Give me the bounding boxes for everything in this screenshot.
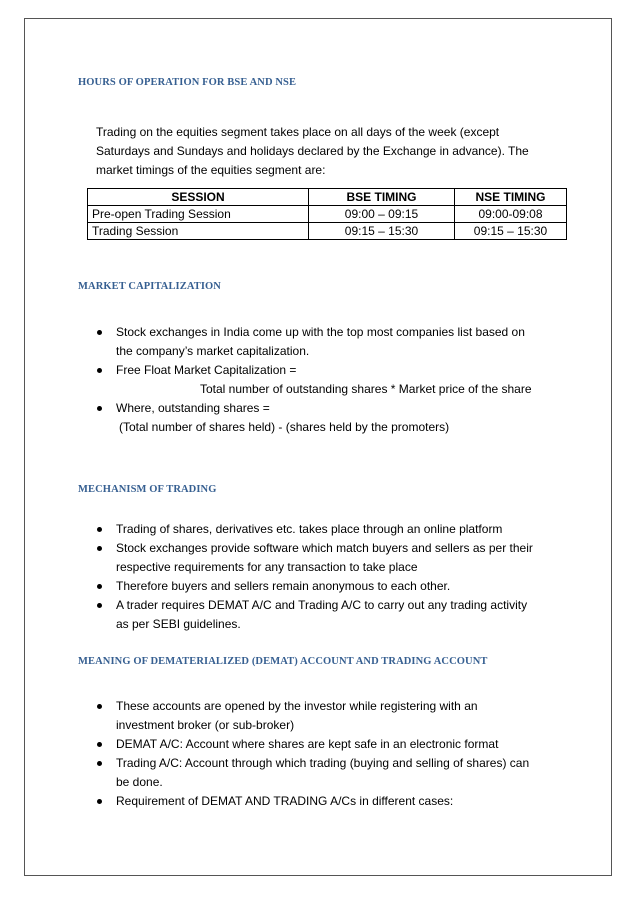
table-row	[88, 223, 567, 240]
table-cell: Trading Session	[88, 223, 309, 240]
list-item	[96, 361, 566, 380]
list-item	[96, 323, 566, 361]
bullet-icon	[97, 527, 102, 532]
outstanding-shares-formula: (Total number of shares held) - (shares held by the promoters)	[119, 420, 450, 434]
bullet-icon	[97, 368, 102, 373]
bullet-icon	[97, 330, 102, 335]
heading-mechanism-of-trading: MECHANISM OF TRADING	[78, 484, 217, 495]
list-item-line: Where, outstanding shares =	[116, 401, 270, 415]
demat-bullet-list	[96, 697, 566, 811]
list-item	[96, 577, 566, 596]
table-row	[88, 206, 567, 223]
list-item-line: Therefore buyers and sellers remain anonymous to each other.	[116, 579, 451, 593]
heading-demat-and-trading-account: MEANING OF DEMATERIALIZED (DEMAT) ACCOUNT AND TRADING ACCOUNT	[78, 656, 488, 667]
list-item-line: These accounts are opened by the investor while registering with an	[116, 699, 478, 713]
bullet-icon	[97, 799, 102, 804]
table-cell: 09:15 – 15:30	[455, 223, 567, 240]
bullet-icon	[97, 742, 102, 747]
list-item-line: Requirement of DEMAT AND TRADING A/Cs in different cases:	[116, 794, 454, 808]
list-item-line: Free Float Market Capitalization =	[116, 363, 297, 377]
heading-market-capitalization: MARKET CAPITALIZATION	[78, 281, 221, 292]
bullet-icon	[97, 603, 102, 608]
bullet-icon	[97, 406, 102, 411]
list-item	[96, 520, 566, 539]
paragraph-line: Trading on the equities segment takes place on all days of the week (except	[96, 125, 500, 139]
table-header-row	[88, 189, 567, 206]
table-cell: 09:00 – 09:15	[309, 206, 455, 223]
column-header-session: SESSION	[88, 189, 309, 206]
list-item-line: as per SEBI guidelines.	[116, 617, 241, 631]
mechanism-bullet-list	[96, 520, 566, 634]
list-item	[96, 399, 566, 418]
table-cell: 09:00-09:08	[455, 206, 567, 223]
column-header-nse-timing: NSE TIMING	[455, 189, 567, 206]
list-item-line: Stock exchanges provide software which match buyers and sellers as per their	[116, 541, 533, 555]
table-cell: 09:15 – 15:30	[309, 223, 455, 240]
market-timings-table	[87, 188, 567, 240]
list-item-line: Trading A/C: Account through which trading (buying and selling of shares) can	[116, 756, 530, 770]
paragraph-line: market timings of the equities segment are:	[96, 163, 326, 177]
heading-hours-of-operation: HOURS OF OPERATION FOR BSE AND NSE	[78, 77, 297, 88]
list-item-line: Stock exchanges in India come up with the top most companies list based on	[116, 325, 525, 339]
table-cell: Pre-open Trading Session	[88, 206, 309, 223]
list-item-line: DEMAT A/C: Account where shares are kept safe in an electronic format	[116, 737, 499, 751]
bullet-icon	[97, 704, 102, 709]
hours-intro-paragraph	[96, 123, 566, 180]
list-item-line: be done.	[116, 775, 163, 789]
bullet-icon	[97, 761, 102, 766]
bullet-icon	[97, 584, 102, 589]
market-cap-bullet-list	[96, 323, 566, 437]
list-item-line: investment broker (or sub-broker)	[116, 718, 295, 732]
list-item	[96, 792, 566, 811]
list-item	[96, 754, 566, 792]
free-float-formula: Total number of outstanding shares * Market price of the share	[200, 382, 532, 396]
list-item-line: A trader requires DEMAT A/C and Trading A/C to carry out any trading activity	[116, 598, 528, 612]
list-item	[96, 539, 566, 577]
list-item-line: respective requirements for any transaction to take place	[116, 560, 418, 574]
list-item-line: the company’s market capitalization.	[116, 344, 310, 358]
list-item-line: Trading of shares, derivatives etc. takes place through an online platform	[116, 522, 503, 536]
paragraph-line: Saturdays and Sundays and holidays declared by the Exchange in advance). The	[96, 144, 529, 158]
list-item	[96, 735, 566, 754]
list-item	[96, 697, 566, 735]
bullet-icon	[97, 546, 102, 551]
list-item	[96, 596, 566, 634]
column-header-bse-timing: BSE TIMING	[309, 189, 455, 206]
